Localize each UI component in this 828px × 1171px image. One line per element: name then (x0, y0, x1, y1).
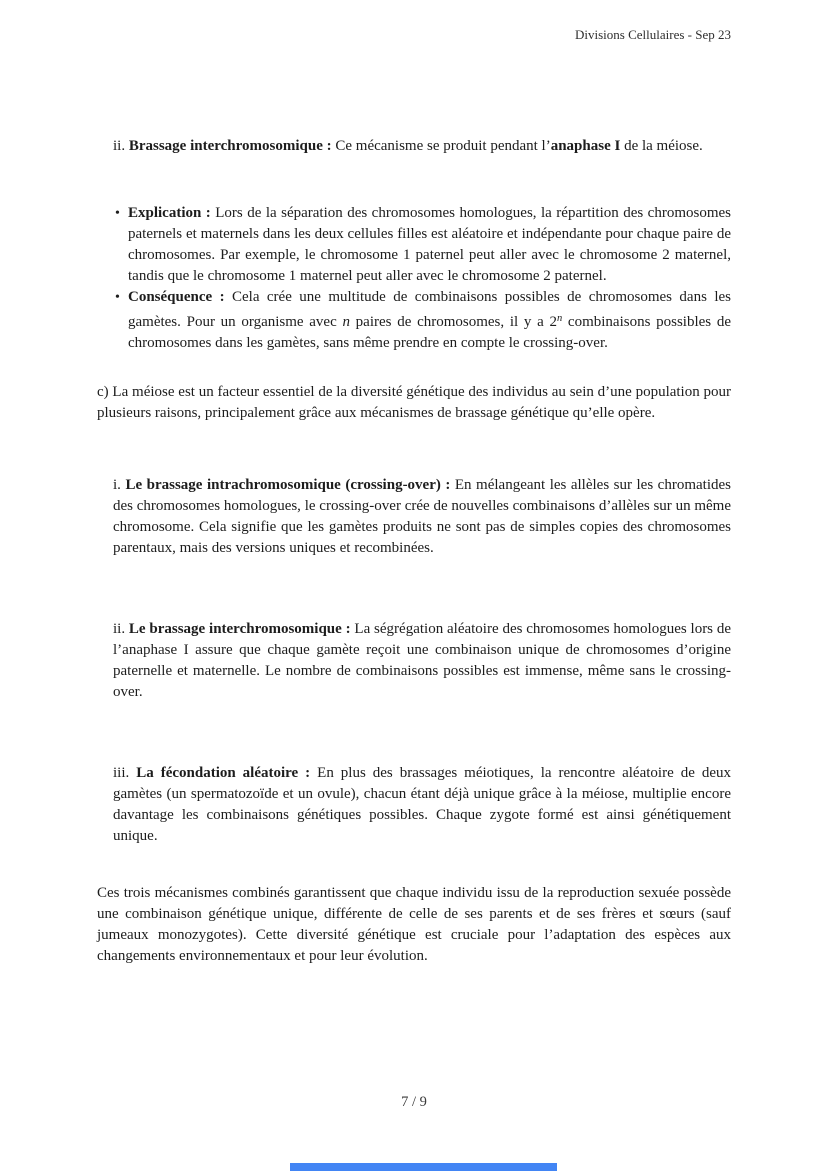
text-run: La ségrégation aléatoire des chromosomes homologues lors de l’anaphase I assure que chaque gamète reçoit une combinaison unique de chromosomes d’origine paternelle et maternelle. Le nombre de combinaisons possibles est immense, même sans le crossing-over. (113, 621, 731, 700)
text-run: paires de chromosomes, il y a 2 (349, 314, 557, 330)
text-run: Le brassage interchromosomique : (128, 621, 351, 637)
text-run: Ce mécanisme se produit pendant l’ (331, 138, 551, 154)
text-run: La fécondation aléatoire : (136, 765, 311, 781)
bullet-item-consequence (113, 287, 731, 354)
text-run: En mélangeant les allèles sur les chromatides des chromosomes homologues, le crossing-over crée de nouvelles combinaisons d’allèles sur un même chromosome. Cela signifie que les gamètes produits ne sont pas de simples copies des chromosomes parentaux, mais des versions uniques et recombinées. (113, 477, 731, 556)
text-run: de la méiose. (620, 138, 703, 154)
bullet-icon: • (115, 290, 120, 305)
text-run: combinaisons possibles de chromosomes dans les gamètes, sans même prendre en compte le crossing-over. (128, 314, 731, 351)
running-header: Divisions Cellulaires - Sep 23 (575, 27, 731, 42)
paragraph-item-i (113, 475, 731, 559)
paragraph-item-ii (113, 619, 731, 703)
paragraph-c (97, 382, 731, 424)
text-run: i. (113, 477, 126, 493)
bullet-icon: • (115, 206, 120, 221)
horizontal-scrollbar-thumb[interactable] (290, 1163, 557, 1171)
text-run: Ces trois mécanismes combinés garantissent que chaque individu issu de la reproduction sexuée possède une combinaison génétique unique, différente de celle de ses parents et de ses frères et sœurs (sauf jumeaux monozygotes). Cette diversité génétique est cruciale pour l’adaptation des espèces aux changements environnementaux et pour leur évolution. (97, 885, 731, 964)
paragraph-closing (97, 883, 731, 967)
text-run: n (342, 314, 350, 330)
bullet-item-explication (113, 203, 731, 287)
text-run: Brassage interchromosomique : (128, 138, 332, 154)
text-run-superscript: n (556, 313, 563, 324)
page-number: 7 / 9 (401, 1094, 427, 1110)
text-run: Explication : (128, 205, 211, 221)
paragraph-item-iii (113, 763, 731, 847)
paragraph-brassage-intro (113, 136, 731, 157)
text-run: ii. (113, 621, 129, 637)
text-run: anaphase I (550, 138, 621, 154)
text-run: iii. (113, 765, 137, 781)
text-run: Conséquence : (128, 289, 225, 305)
text-run: Le brassage intrachromosomique (crossing-over) : (125, 477, 451, 493)
bullet-list (113, 203, 731, 354)
text-run: ii. (113, 138, 129, 154)
text-run: En plus des brassages méiotiques, la rencontre aléatoire de deux gamètes (un spermatozoïde et un ovule), chacun étant déjà unique grâce à la méiose, multiplie encore davantage les combinaisons génétiques possibles. Chaque zygote formé est ainsi génétiquement unique. (113, 765, 731, 844)
text-run: Lors de la séparation des chromosomes homologues, la répartition des chromosomes paternels et maternels dans les deux cellules filles est aléatoire et indépendante pour chaque paire de chromosomes. Par exemple, le chromosome 1 paternel peut aller avec le chromosome 2 maternel, tandis que le chromosome 1 maternel peut aller avec le chromosome 2 paternel. (128, 205, 731, 284)
text-run: c) La méiose est un facteur essentiel de la diversité génétique des individus au sein d’une population pour plusieurs raisons, principalement grâce aux mécanismes de brassage génétique qu’elle opère. (97, 384, 731, 421)
text-run: Cela crée une multitude de combinaisons possibles de chromosomes dans les gamètes. Pour un organisme avec (128, 289, 731, 330)
